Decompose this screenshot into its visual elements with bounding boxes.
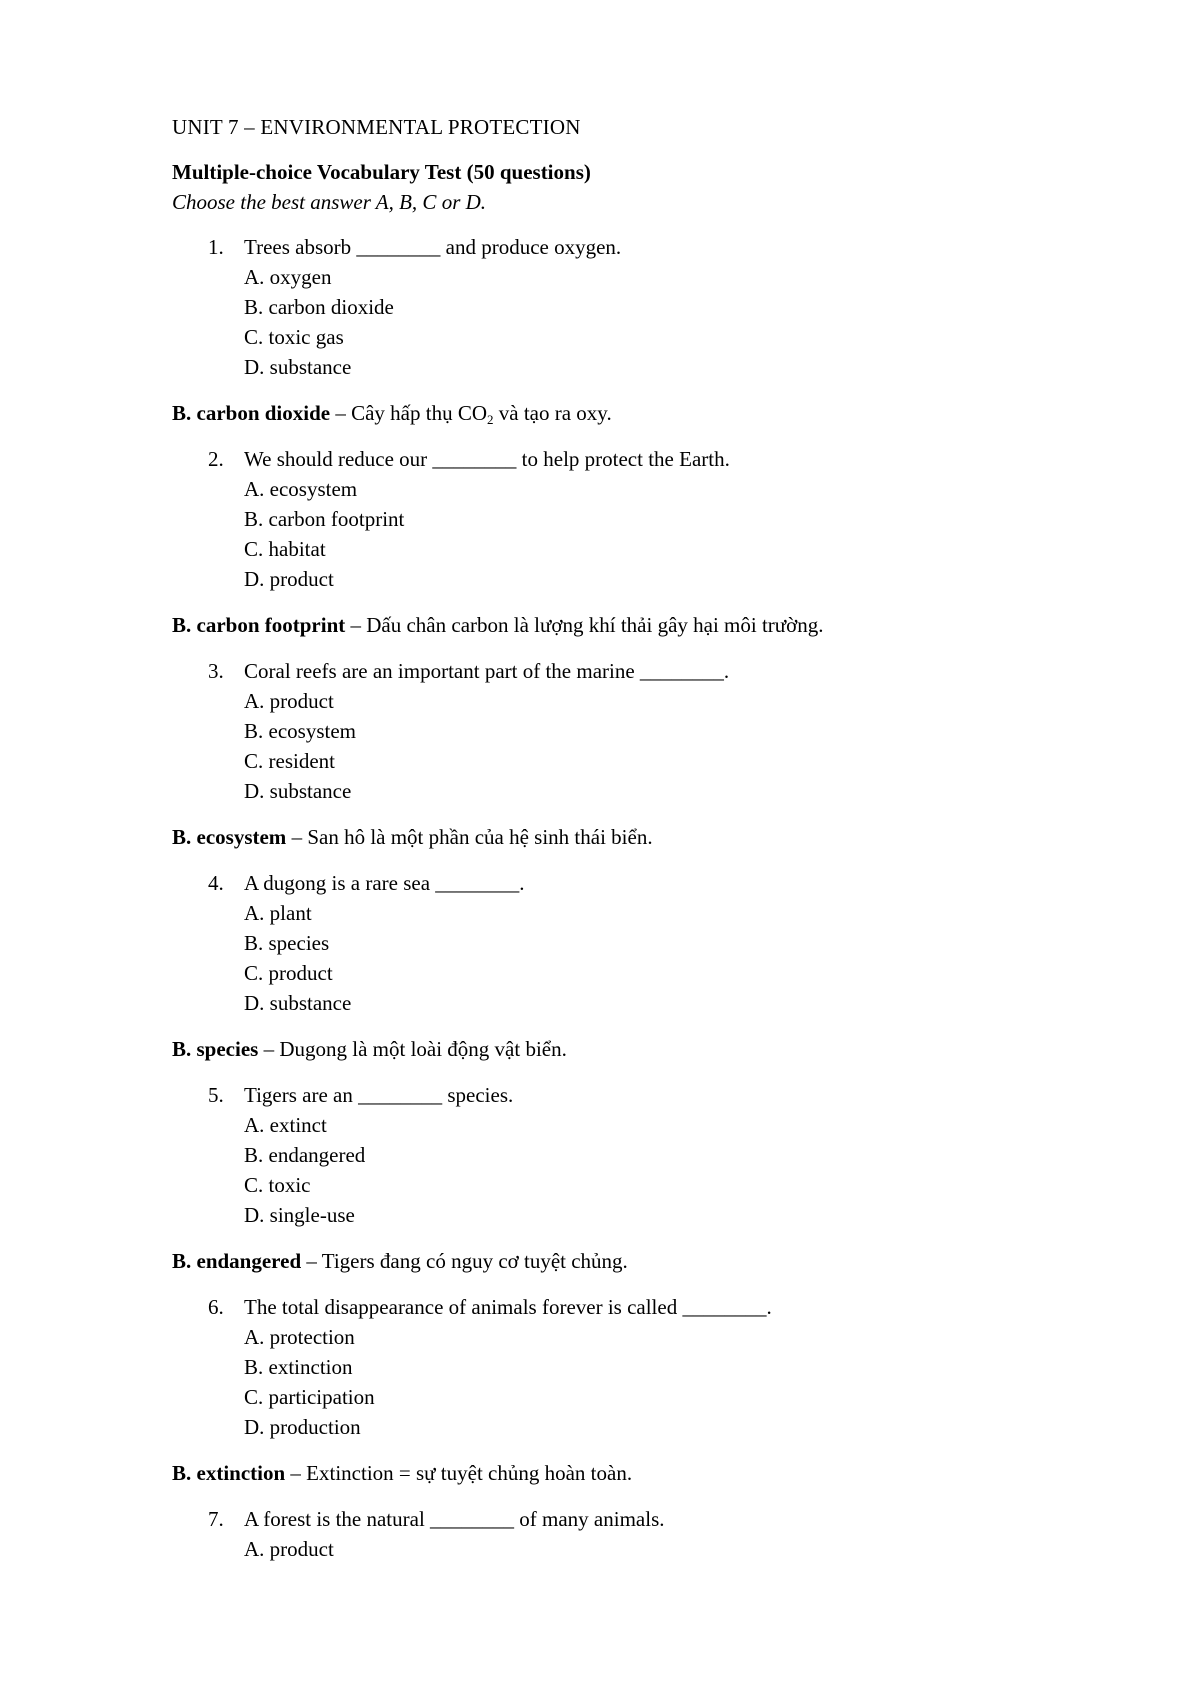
explanation-text: – Cây hấp thụ CO: [330, 401, 488, 425]
answer-option: B. species: [244, 931, 330, 955]
question-number: 1.: [208, 235, 224, 259]
question-stem: [208, 1292, 1132, 1322]
test-title: Multiple-choice Vocabulary Test (50 questions): [172, 160, 591, 184]
answer-option: D. production: [244, 1415, 361, 1439]
answer-option: D. product: [244, 567, 334, 591]
question-stem: [208, 232, 1132, 262]
answer-option: A. oxygen: [244, 265, 332, 289]
answer-option: A. product: [244, 1537, 334, 1561]
explanation-text: – Tigers đang có nguy cơ tuyệt chủng.: [301, 1249, 628, 1273]
answer-option: D. substance: [244, 779, 352, 803]
question-text: We should reduce our ________ to help protect the Earth.: [244, 447, 730, 471]
question-number: 4.: [208, 871, 224, 895]
explanation-text: – Dấu chân carbon là lượng khí thải gây hại môi trường.: [345, 613, 824, 637]
answer-option: B. carbon dioxide: [244, 295, 394, 319]
question-1: [208, 232, 1132, 382]
answer-option: B. ecosystem: [244, 719, 356, 743]
answer-option: D. single-use: [244, 1203, 355, 1227]
question-number: 7.: [208, 1507, 224, 1531]
question-list: [172, 232, 1132, 1564]
answer-option: A. extinct: [244, 1113, 327, 1137]
question-6: [208, 1292, 1132, 1442]
answer-option: B. carbon footprint: [244, 507, 405, 531]
question-stem: [208, 1504, 1132, 1534]
instructions: Choose the best answer A, B, C or D.: [172, 190, 487, 214]
question-text: Tigers are an ________ species.: [244, 1083, 514, 1107]
answer-option: D. substance: [244, 355, 352, 379]
answer-option: A. protection: [244, 1325, 355, 1349]
answer-explanation: [172, 822, 1132, 852]
explanation-subscript: 2: [487, 412, 494, 427]
answer-option: C. resident: [244, 749, 335, 773]
answer-explanation: [172, 1034, 1132, 1064]
answer-key: B. endangered: [172, 1249, 302, 1273]
answer-option: C. toxic: [244, 1173, 311, 1197]
question-text: Trees absorb ________ and produce oxygen.: [244, 235, 622, 259]
question-3: [208, 656, 1132, 806]
answer-explanation: [172, 1458, 1132, 1488]
question-number: 6.: [208, 1295, 224, 1319]
answer-option: B. extinction: [244, 1355, 353, 1379]
answer-option: A. product: [244, 689, 334, 713]
answer-option: C. habitat: [244, 537, 326, 561]
answer-option: C. participation: [244, 1385, 375, 1409]
answer-option: D. substance: [244, 991, 352, 1015]
question-text: Coral reefs are an important part of the marine ________.: [244, 659, 730, 683]
question-5: [208, 1080, 1132, 1230]
question-stem: [208, 444, 1132, 474]
document-page: [172, 112, 1132, 1564]
answer-key: B. carbon footprint: [172, 613, 346, 637]
answer-explanation: [172, 1246, 1132, 1276]
explanation-text: – Dugong là một loài động vật biển.: [258, 1037, 567, 1061]
explanation-text: – San hô là một phần của hệ sinh thái biển.: [286, 825, 653, 849]
answer-explanation: [172, 398, 1132, 428]
answer-key: B. ecosystem: [172, 825, 287, 849]
answer-option: B. endangered: [244, 1143, 366, 1167]
question-number: 5.: [208, 1083, 224, 1107]
question-number: 2.: [208, 447, 224, 471]
question-7: [208, 1504, 1132, 1564]
answer-key: B. carbon dioxide: [172, 401, 331, 425]
question-4: [208, 868, 1132, 1018]
question-2: [208, 444, 1132, 594]
question-number: 3.: [208, 659, 224, 683]
answer-option: A. ecosystem: [244, 477, 358, 501]
unit-title: UNIT 7 – ENVIRONMENTAL PROTECTION: [172, 115, 581, 139]
question-text: A forest is the natural ________ of many animals.: [244, 1507, 665, 1531]
question-stem: [208, 1080, 1132, 1110]
explanation-text: – Extinction = sự tuyệt chủng hoàn toàn.: [285, 1461, 633, 1485]
explanation-text-end: và tạo ra oxy.: [493, 401, 612, 425]
answer-option: C. product: [244, 961, 333, 985]
answer-key: B. extinction: [172, 1461, 286, 1485]
answer-option: A. plant: [244, 901, 312, 925]
question-stem: [208, 868, 1132, 898]
question-text: A dugong is a rare sea ________.: [244, 871, 525, 895]
answer-option: C. toxic gas: [244, 325, 344, 349]
question-stem: [208, 656, 1132, 686]
answer-explanation: [172, 610, 1132, 640]
answer-key: B. species: [172, 1037, 259, 1061]
question-text: The total disappearance of animals forever is called ________.: [244, 1295, 772, 1319]
